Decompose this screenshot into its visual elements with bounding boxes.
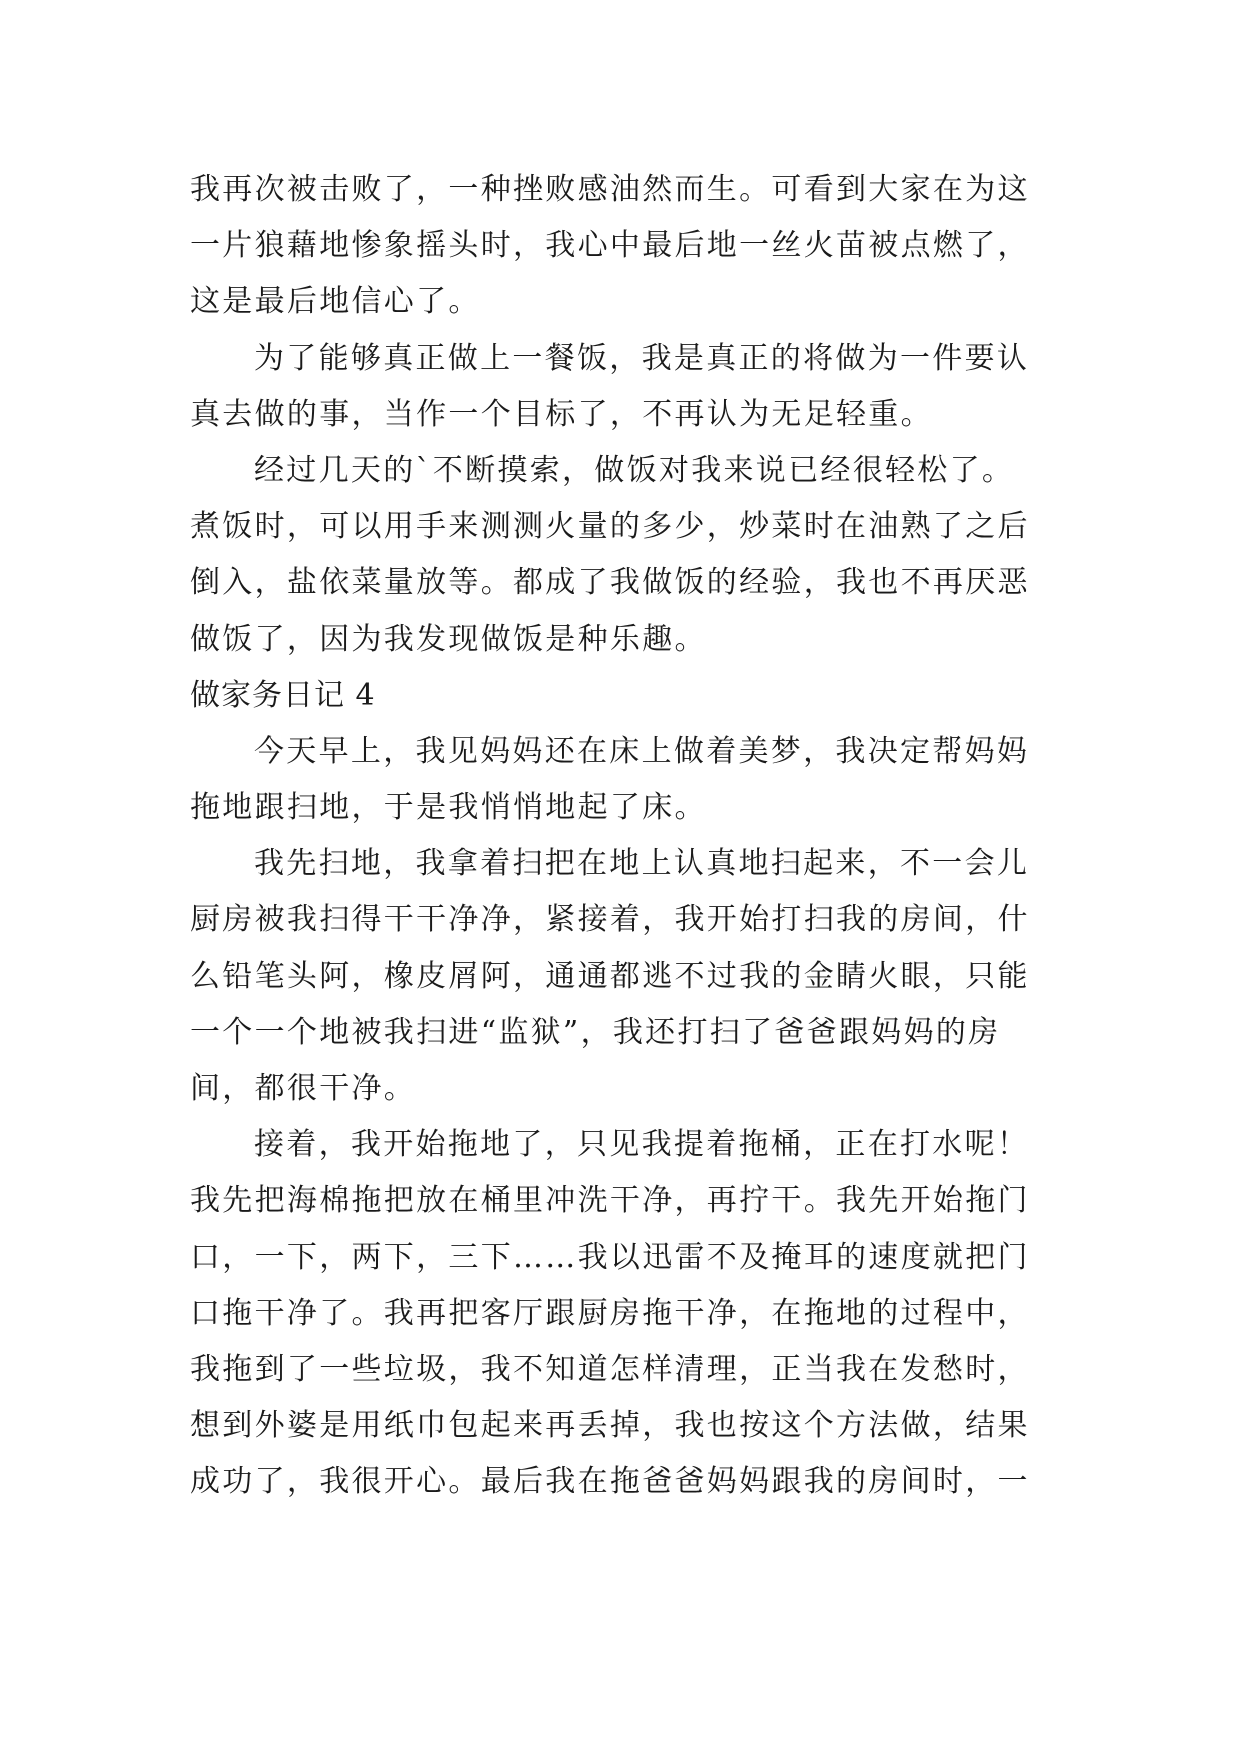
text-line: 间，都很干净。 <box>190 1071 417 1106</box>
text-line: 煮饭时，可以用手来测测火量的多少，炒菜时在油熟了之后 <box>190 509 1030 545</box>
paragraph-first-line: 经过几天的`不断摸索，做饭对我来说已经很轻松了。 <box>254 452 1015 488</box>
text-line: 我拖到了一些垃圾，我不知道怎样清理，正当我在发愁时， <box>190 1351 1030 1387</box>
text-line: 口拖干净了。我再把客厅跟厨房拖干净，在拖地的过程中， <box>190 1295 1030 1331</box>
text-line: 做饭了，因为我发现做饭是种乐趣。 <box>190 621 707 657</box>
text-line: 倒入，盐依菜量放等。都成了我做饭的经验，我也不再厌恶 <box>190 565 1030 601</box>
paragraph-first-line: 为了能够真正做上一餐饭，我是真正的将做为一件要认 <box>254 340 1030 376</box>
text-line: 我再次被击败了，一种挫败感油然而生。可看到大家在为这 <box>190 172 1030 207</box>
text-line: 成功了，我很开心。最后我在拖爸爸妈妈跟我的房间时，一 <box>190 1464 1030 1500</box>
section-title: 做家务日记 4 <box>190 677 376 713</box>
text-line: 这是最后地信心了。 <box>190 284 481 320</box>
text-line: 拖地跟扫地，于是我悄悄地起了床。 <box>190 790 707 826</box>
text-line: 我先把海棉拖把放在桶里冲洗干净，再拧干。我先开始拖门 <box>190 1183 1030 1219</box>
text-line: 一个一个地被我扫进“监狱”，我还打扫了爸爸跟妈妈的房 <box>190 1014 1001 1050</box>
text-line: 真去做的事，当作一个目标了，不再认为无足轻重。 <box>190 396 933 432</box>
text-line: 一片狼藉地惨象摇头时，我心中最后地一丝火苗被点燃了， <box>190 228 1030 264</box>
paragraph-first-line: 我先扫地，我拿着扫把在地上认真地扫起来，不一会儿 <box>254 846 1030 882</box>
text-line: 口，一下，两下，三下……我以迅雷不及掩耳的速度就把门 <box>190 1239 1030 1275</box>
text-line: 么铅笔头阿，橡皮屑阿，通通都逃不过我的金睛火眼，只能 <box>190 958 1030 994</box>
text-line: 厨房被我扫得干干净净，紧接着，我开始打扫我的房间，什 <box>190 902 1030 938</box>
paragraph-first-line: 今天早上，我见妈妈还在床上做着美梦，我决定帮妈妈 <box>254 733 1030 769</box>
paragraph-first-line: 接着，我开始拖地了，只见我提着拖桶，正在打水呢！ <box>254 1127 1030 1163</box>
text-line: 想到外婆是用纸巾包起来再丢掉，我也按这个方法做，结果 <box>190 1408 1030 1444</box>
document-body <box>190 162 1060 1511</box>
